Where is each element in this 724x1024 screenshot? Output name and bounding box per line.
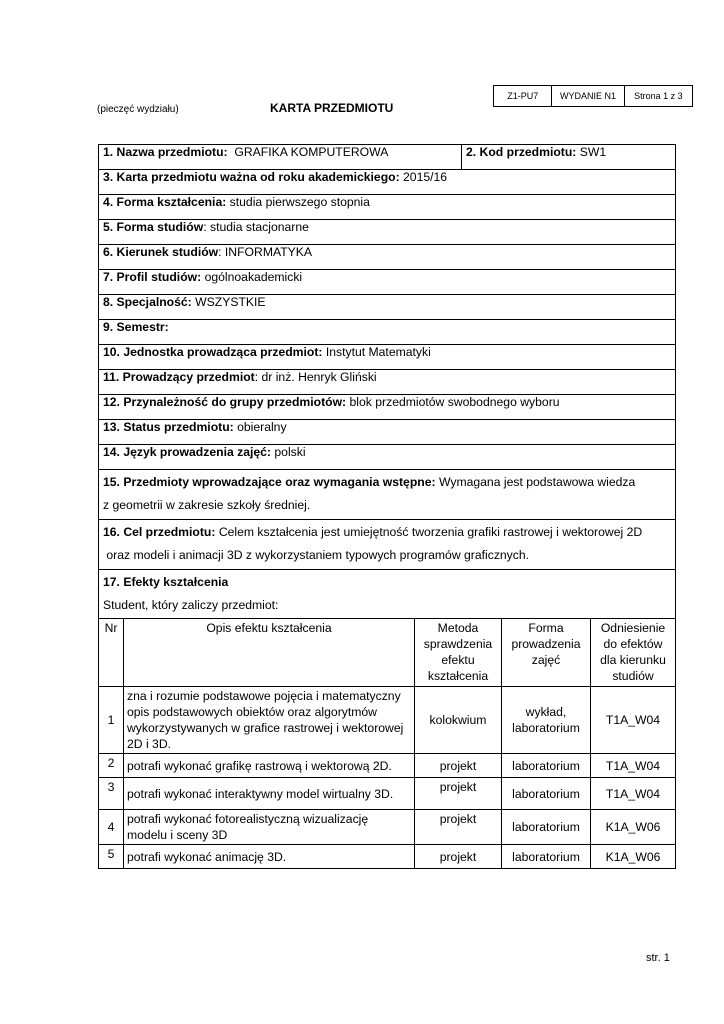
profile-value: ogólnoakademicki — [204, 270, 303, 284]
study-form-value: : studia stacjonarne — [203, 220, 309, 234]
row-form: laboratorium — [502, 810, 591, 845]
study-form-label: 5. Forma studiów — [103, 220, 204, 234]
row-nr: 3 — [99, 778, 124, 810]
specialty-label: 8. Specjalność: — [103, 295, 192, 309]
table-row — [99, 778, 676, 810]
group-value: blok przedmiotów swobodnego wyboru — [349, 395, 560, 409]
page-counter: Strona 1 z 3 — [634, 91, 683, 101]
row-reference: T1A_W04 — [591, 754, 676, 778]
row-nr: 2 — [99, 754, 124, 778]
col-header-form: Forma prowadzenia zajęć — [502, 619, 591, 687]
lecturer-label: 11. Prowadzący przedmiot — [103, 370, 255, 384]
row-method: projekt — [415, 810, 502, 845]
page-number: str. 1 — [646, 952, 670, 964]
row-method: projekt — [415, 845, 502, 869]
table-row — [99, 754, 676, 778]
profile-label: 7. Profil studiów: — [103, 270, 202, 284]
row-nr: 1 — [99, 687, 124, 754]
field-of-study-value: : INFORMATYKA — [218, 245, 313, 259]
valid-year-label: 3. Karta przedmiotu ważna od roku akademickiego: — [103, 170, 400, 184]
language-value: polski — [274, 445, 306, 459]
lecturer-value: : dr inż. Henryk Gliński — [254, 370, 377, 384]
course-info-table — [98, 144, 676, 619]
course-goal-value: Celem kształcenia jest umiejętność tworzenia grafiki rastrowej i wektorowej 2D — [218, 525, 643, 539]
col-header-method: Metoda sprawdzenia efektu kształcenia — [415, 619, 502, 687]
education-form-label: 4. Forma kształcenia: — [103, 195, 227, 209]
row-reference: T1A_W04 — [591, 687, 676, 754]
prerequisites-label: 15. Przedmioty wprowadzające oraz wymagania wstępne: — [103, 475, 436, 489]
status-value: obieralny — [237, 420, 287, 434]
learning-outcomes-table — [98, 618, 676, 869]
course-code-label: 2. Kod przedmiotu: — [466, 145, 577, 159]
table-row — [99, 810, 676, 845]
learning-outcomes-intro: Student, który zaliczy przedmiot: — [103, 598, 279, 612]
row-reference: K1A_W06 — [591, 845, 676, 869]
form-code: Z1-PU7 — [494, 86, 552, 106]
document-code-box — [493, 85, 693, 107]
semester-label: 9. Semestr: — [103, 320, 169, 334]
prerequisites-line2: z geometrii w zakresie szkoły średniej. — [103, 498, 311, 512]
field-of-study-label: 6. Kierunek studiów — [103, 245, 219, 259]
col-header-reference: Odniesienie do efektów dla kierunku studiów — [591, 619, 676, 687]
row-form: laboratorium — [502, 845, 591, 869]
row-form: wykład, laboratorium — [502, 687, 591, 754]
faculty-stamp-label: (pieczęć wydziału) — [97, 104, 179, 115]
row-nr: 5 — [99, 845, 124, 869]
row-form: laboratorium — [502, 778, 591, 810]
course-goal-line2: oraz modeli i animacji 3D z wykorzystaniem typowych programów graficznych. — [106, 548, 530, 562]
unit-value: Instytut Matematyki — [325, 345, 431, 359]
learning-outcomes-label: 17. Efekty kształcenia — [103, 575, 229, 589]
valid-year-value: 2015/16 — [403, 170, 448, 184]
row-description: zna i rozumie podstawowe pojęcia i matematyczny opis podstawowych obiektów oraz algorytmów wykorzystywanych w grafice rastrowej i wektorowej 2D i 3D. — [124, 687, 415, 754]
language-label: 14. Język prowadzenia zajęć: — [103, 445, 271, 459]
prerequisites-value: Wymagana jest podstawowa wiedza — [438, 475, 636, 489]
group-label: 12. Przynależność do grupy przedmiotów: — [103, 395, 347, 409]
status-label: 13. Status przedmiotu: — [103, 420, 234, 434]
table-row — [99, 845, 676, 869]
row-method: kolokwium — [415, 687, 502, 754]
course-name-label: 1. Nazwa przedmiotu: — [103, 145, 228, 159]
course-goal-label: 16. Cel przedmiotu: — [103, 525, 216, 539]
row-description: potrafi wykonać animację 3D. — [124, 845, 415, 869]
row-reference: T1A_W04 — [591, 778, 676, 810]
row-description: potrafi wykonać grafikę rastrową i wektorową 2D. — [124, 754, 415, 778]
row-reference: K1A_W06 — [591, 810, 676, 845]
table-row — [99, 687, 676, 754]
education-form-value: studia pierwszego stopnia — [229, 195, 370, 209]
col-header-nr: Nr — [99, 619, 124, 687]
course-name-value: GRAFIKA KOMPUTEROWA — [234, 145, 389, 159]
edition-label: WYDANIE N1 — [552, 86, 624, 106]
unit-label: 10. Jednostka prowadząca przedmiot: — [103, 345, 323, 359]
specialty-value: WSZYSTKIE — [195, 295, 266, 309]
row-description: potrafi wykonać interaktywny model wirtualny 3D. — [124, 778, 415, 810]
page-title: KARTA PRZEDMIOTU — [270, 101, 394, 115]
row-form: laboratorium — [502, 754, 591, 778]
row-nr: 4 — [99, 810, 124, 845]
col-header-description: Opis efektu kształcenia — [124, 619, 415, 687]
row-description: potrafi wykonać fotorealistyczną wizualizację modelu i sceny 3D — [124, 810, 415, 845]
row-method: projekt — [415, 754, 502, 778]
row-method: projekt — [415, 778, 502, 810]
course-code-value: SW1 — [579, 145, 607, 159]
